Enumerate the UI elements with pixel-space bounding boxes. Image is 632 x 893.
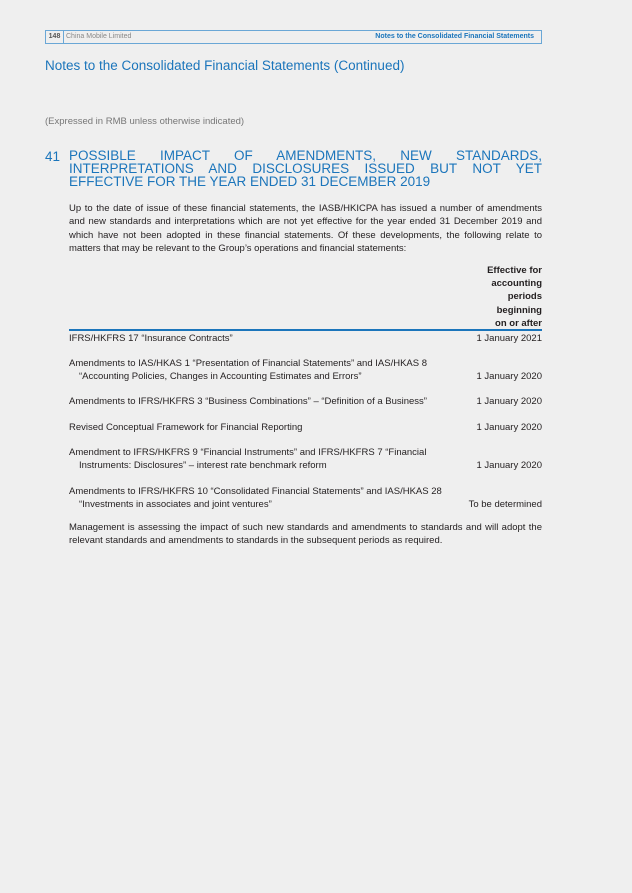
effective-date: 1 January 2020 [476, 459, 542, 471]
column-header-line: beginning [496, 304, 542, 316]
header-rule [69, 329, 542, 331]
section-title: POSSIBLE IMPACT OF AMENDMENTS, NEW STANDARDS, INTERPRETATIONS AND DISCLOSURES ISSUED BUT NOT YET EFFECTIVE FOR THE YEAR ENDED 31 DECEMBER 2019 [69, 148, 542, 189]
standard-name: Amendments to IFRS/HKFRS 3 “Business Combinations” – “Definition of a Business” [69, 396, 427, 407]
effective-date: 1 January 2020 [476, 370, 542, 382]
standard-name-cont: “Investments in associates and joint ventures” [79, 498, 272, 510]
standard-name: Amendments to IFRS/HKFRS 10 “Consolidated Financial Statements” and IAS/HKAS 28 [69, 486, 442, 497]
company-name: China Mobile Limited [66, 33, 132, 40]
effective-column-header [462, 264, 542, 330]
standard-name: Amendment to IFRS/HKFRS 9 “Financial Instruments” and IFRS/HKFRS 7 “Financial [69, 447, 427, 458]
currency-note: (Expressed in RMB unless otherwise indicated) [45, 116, 245, 127]
effective-date: 1 January 2020 [476, 422, 542, 433]
standard-name-cont: Instruments: Disclosures” – interest rate benchmark reform [79, 459, 327, 471]
table-row [69, 358, 542, 383]
standard-name: IFRS/HKFRS 17 “Insurance Contracts” [69, 333, 233, 344]
table-row [69, 422, 542, 435]
effective-date: To be determined [468, 498, 542, 510]
standard-name: Amendments to IAS/HKAS 1 “Presentation of Financial Statements” and IAS/HKAS 8 [69, 358, 428, 369]
running-header [45, 30, 542, 44]
header-title: Notes to the Consolidated Financial Statements [375, 33, 534, 40]
section-number: 41 [45, 149, 61, 164]
intro-paragraph: Up to the date of issue of these financial statements, the IASB/HKICPA has issued a number of amendments and new standards and interpretations which are not yet effective for the year ended 31 December 2019 and which have not been adopted in these financial statements. Of these developments, the following relate to matters that may be relevant to the Group’s operations and financial statements: [69, 203, 542, 254]
column-header-line: Effective for [487, 265, 542, 276]
effective-date: 1 January 2021 [476, 333, 542, 344]
effective-date: 1 January 2020 [476, 396, 542, 407]
standard-name: Revised Conceptual Framework for Financial Reporting [69, 422, 303, 433]
standard-name-cont: “Accounting Policies, Changes in Accounting Estimates and Errors” [79, 370, 362, 382]
table-row [69, 396, 542, 409]
table-row [69, 486, 542, 511]
page-number: 148 [46, 31, 64, 43]
table-row [69, 333, 542, 346]
table-row [69, 447, 542, 472]
column-header-line: accounting [491, 278, 542, 290]
page-title: Notes to the Consolidated Financial Statements (Continued) [45, 58, 405, 73]
column-header-line: periods [507, 291, 542, 303]
column-header-line: on or after [495, 317, 542, 329]
closing-paragraph: Management is assessing the impact of such new standards and amendments to standards and will adopt the relevant standards and amendments to standards in the subsequent periods as required. [69, 522, 542, 547]
